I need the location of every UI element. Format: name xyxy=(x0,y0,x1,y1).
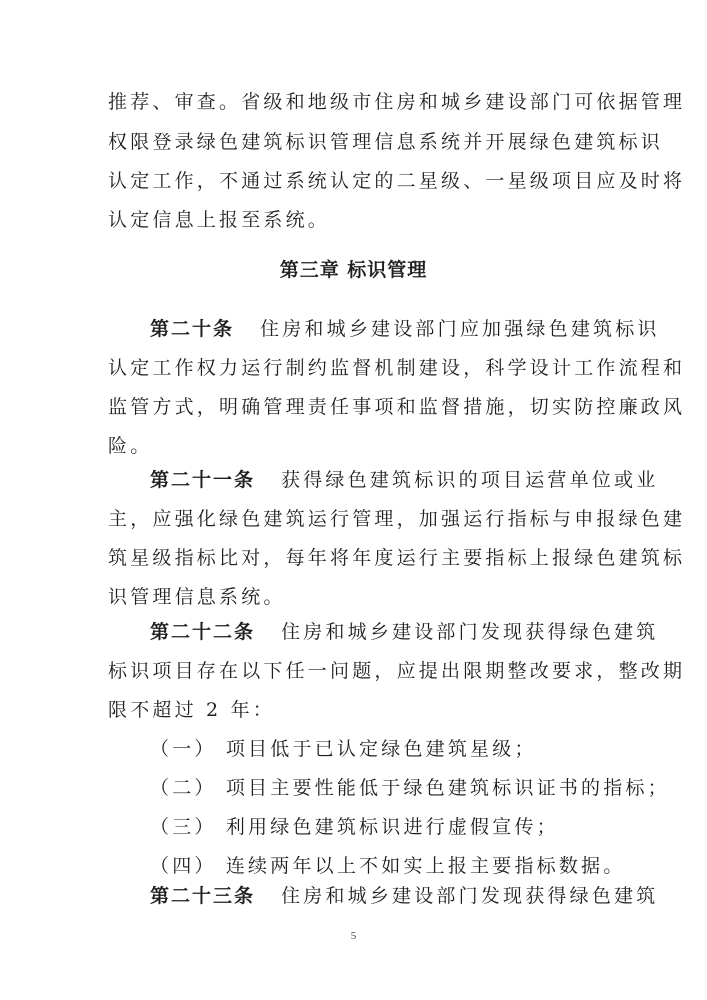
paragraph-line: 权限登录绿色建筑标识管理信息系统并开展绿色建筑标识 xyxy=(108,131,664,153)
article-20-label: 第二十条 xyxy=(150,318,235,340)
article-22-text: 住房和城乡建设部门发现获得绿色建筑 xyxy=(281,621,659,643)
article-21-line: 识管理信息系统。 xyxy=(108,586,286,608)
article-21-line: 筑星级指标比对，每年将年度运行主要指标上报绿色建筑标 xyxy=(108,547,686,569)
article-23-first-line xyxy=(150,884,658,908)
article-22-item: （三） 利用绿色建筑标识进行虚假宣传； xyxy=(150,816,559,838)
article-20-line: 险。 xyxy=(108,435,153,457)
article-21-line: 主，应强化绿色建筑运行管理，加强运行指标与申报绿色建 xyxy=(108,508,686,530)
paragraph-line: 认定工作，不通过系统认定的二星级、一星级项目应及时将 xyxy=(108,170,686,192)
article-22-item: （四） 连续两年以上不如实上报主要指标数据。 xyxy=(150,855,626,877)
article-22-item: （二） 项目主要性能低于绿色建筑标识证书的指标； xyxy=(150,777,670,799)
article-23-label: 第二十三条 xyxy=(150,885,256,907)
article-23-text: 住房和城乡建设部门发现获得绿色建筑 xyxy=(281,885,659,907)
article-21-first-line xyxy=(150,468,658,492)
article-20-line: 认定工作权力运行制约监督机制建设，科学设计工作流程和 xyxy=(108,357,686,379)
article-22-line: 标识项目存在以下任一问题，应提出限期整改要求，整改期 xyxy=(108,660,686,682)
article-22-first-line xyxy=(150,620,658,644)
paragraph-line: 认定信息上报至系统。 xyxy=(108,209,331,231)
article-21-text: 获得绿色建筑标识的项目运营单位或业 xyxy=(281,469,659,491)
paragraph-line: 推荐、审查。省级和地级市住房和城乡建设部门可依据管理 xyxy=(108,91,686,113)
article-20-first-line xyxy=(150,317,660,341)
article-20-line: 监管方式，明确管理责任事项和监督措施，切实防控廉政风 xyxy=(108,396,686,418)
article-21-label: 第二十一条 xyxy=(150,469,256,491)
page-number: 5 xyxy=(350,930,357,942)
article-22-label: 第二十二条 xyxy=(150,621,256,643)
article-22-item: （一） 项目低于已认定绿色建筑星级； xyxy=(150,738,537,760)
chapter-heading: 第三章 标识管理 xyxy=(279,259,428,281)
article-20-text: 住房和城乡建设部门应加强绿色建筑标识 xyxy=(260,318,660,340)
article-22-line: 限不超过 2 年： xyxy=(108,699,275,721)
